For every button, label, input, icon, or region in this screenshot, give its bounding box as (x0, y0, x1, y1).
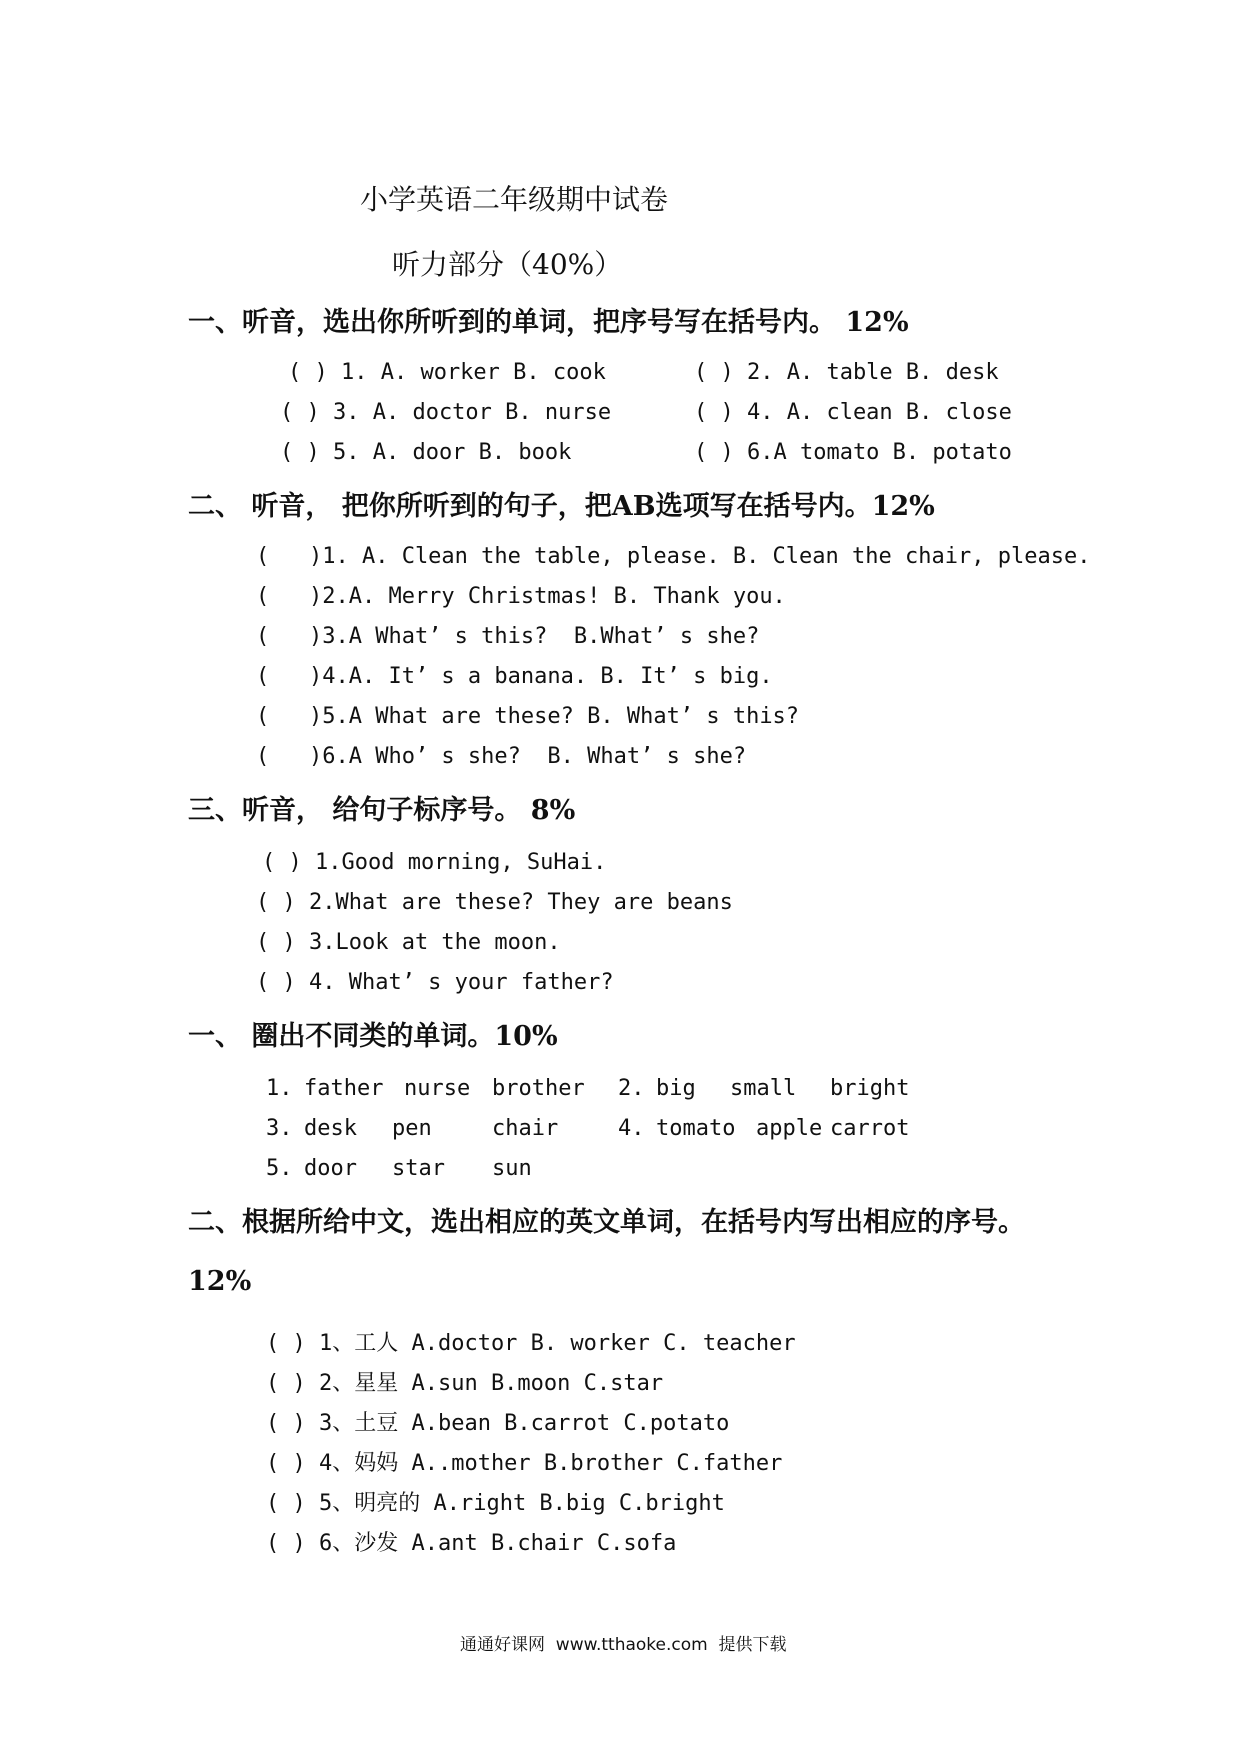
s3-item-3: ( ) 3.Look at the moon. (256, 930, 561, 955)
s4-r3-num: 5. (266, 1156, 293, 1181)
s4-r2-num: 3. (266, 1116, 293, 1141)
s4-r1-w3: brother (492, 1076, 585, 1101)
s4-r1-w5: small (730, 1076, 797, 1101)
section-2-heading: 二、 听音， 把你所听到的句子，把AB选项写在括号内。12% (188, 491, 935, 522)
s4-r3-w2: star (392, 1156, 445, 1181)
s2-item-1: ( )1. A. Clean the table, please. B. Clean the chair, please. (256, 544, 1091, 569)
s3-item-1: ( ) 1.Good morning, SuHai. (262, 850, 607, 875)
s4-r3-w3: sun (492, 1156, 532, 1181)
s4-r2-num2: 4. (618, 1116, 645, 1141)
section-5-heading: 二、根据所给中文，选出相应的英文单词，在括号内写出相应的序号。 (188, 1207, 1025, 1238)
section-5-percent: 12% (188, 1266, 252, 1297)
s1-item-1: ( ) 1. A. worker B. cook (288, 360, 606, 385)
s2-item-2: ( )2.A. Merry Christmas! B. Thank you. (256, 584, 786, 609)
s4-r3-w1: door (304, 1156, 357, 1181)
s4-r1-w2: nurse (404, 1076, 471, 1101)
footer-note: 通通好课网 www.tthaoke.com 提供下载 (460, 1635, 787, 1655)
s2-item-6: ( )6.A Who’ s she? B. What’ s she? (256, 744, 747, 769)
s4-r1-num2: 2. (618, 1076, 645, 1101)
s4-r1-num: 1. (266, 1076, 293, 1101)
s4-r1-w1: father (304, 1076, 384, 1101)
s3-item-2: ( ) 2.What are these? They are beans (256, 890, 733, 915)
s4-r1-w6: bright (830, 1076, 910, 1101)
section-4-heading: 一、 圈出不同类的单词。10% (188, 1021, 558, 1052)
s2-item-4: ( )4.A. It’ s a banana. B. It’ s big. (256, 664, 773, 689)
s4-r2-w3: chair (492, 1116, 559, 1141)
s4-r2-w1: desk (304, 1116, 357, 1141)
s5-item-6: ( ) 6、沙发 A.ant B.chair C.sofa (266, 1531, 677, 1556)
s5-item-2: ( ) 2、星星 A.sun B.moon C.star (266, 1371, 664, 1396)
s2-item-3: ( )3.A What’ s this? B.What’ s she? (256, 624, 760, 649)
page-title: 小学英语二年级期中试卷 (360, 183, 669, 216)
s4-r1-w4: big (656, 1076, 696, 1101)
s1-item-3: ( ) 3. A. doctor B. nurse (280, 400, 612, 425)
listening-part-title: 听力部分（40%） (392, 248, 623, 281)
s4-r2-w2: pen (392, 1116, 432, 1141)
s5-item-3: ( ) 3、土豆 A.bean B.carrot C.potato (266, 1411, 730, 1436)
s5-item-5: ( ) 5、明亮的 A.right B.big C.bright (266, 1491, 725, 1516)
s1-item-2: ( ) 2. A. table B. desk (694, 360, 999, 385)
s1-item-4: ( ) 4. A. clean B. close (694, 400, 1012, 425)
s4-r2-w5: apple (756, 1116, 823, 1141)
s5-item-1: ( ) 1、工人 A.doctor B. worker C. teacher (266, 1331, 796, 1356)
section-3-heading: 三、听音， 给句子标序号。 8% (188, 795, 576, 826)
s3-item-4: ( ) 4. What’ s your father? (256, 970, 614, 995)
section-1-heading: 一、听音，选出你所听到的单词，把序号写在括号内。 12% (188, 307, 909, 338)
s1-item-5: ( ) 5. A. door B. book (280, 440, 572, 465)
s1-item-6: ( ) 6.A tomato B. potato (694, 440, 1012, 465)
s5-item-4: ( ) 4、妈妈 A..mother B.brother C.father (266, 1451, 783, 1476)
s2-item-5: ( )5.A What are these? B. What’ s this? (256, 704, 800, 729)
s4-r2-w4: tomato (656, 1116, 736, 1141)
s4-r2-w6: carrot (830, 1116, 910, 1141)
